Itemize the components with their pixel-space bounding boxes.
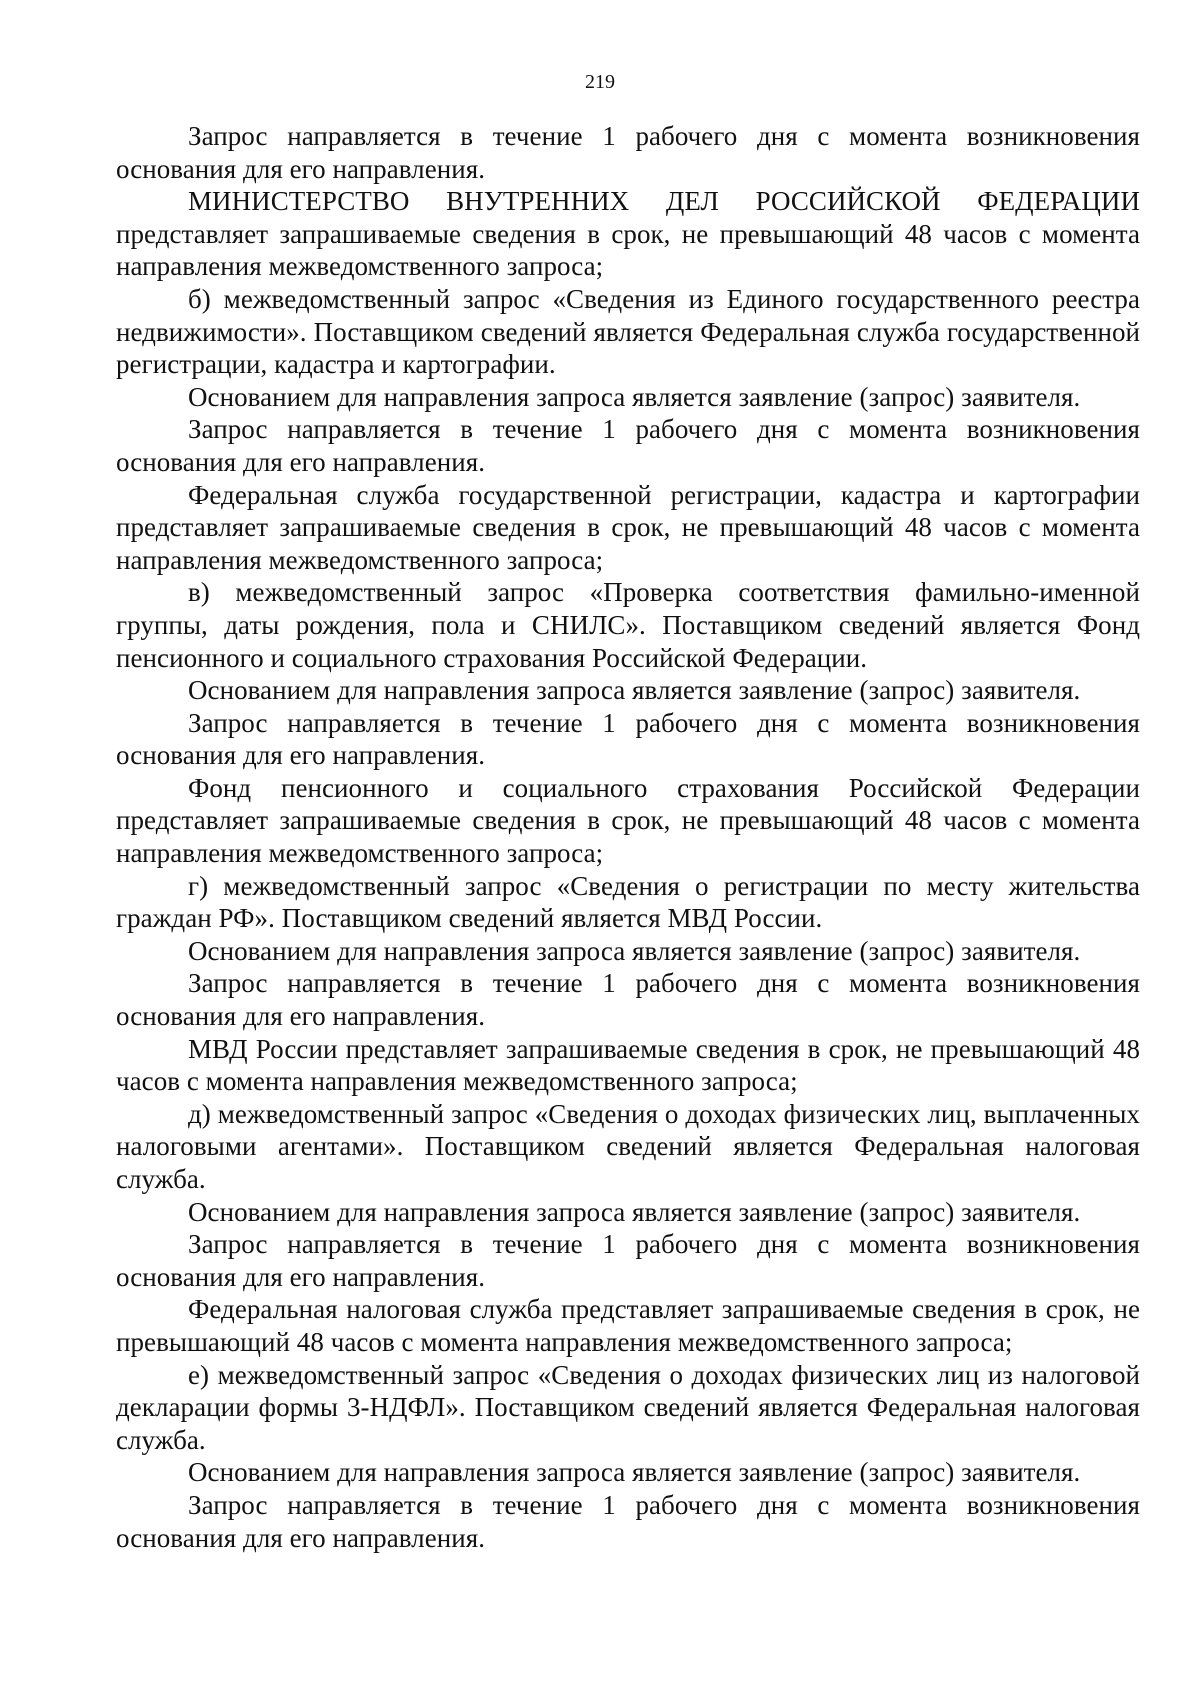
document-body [116, 120, 1140, 1554]
paragraph: Фонд пенсионного и социального страхования Российской Федерации представляет запрашиваемые сведения в срок, не превышающий 48 часов с момента направления межведомственного запроса; [116, 772, 1140, 869]
paragraph: Запрос направляется в течение 1 рабочего дня с момента возникновения основания для его направления. [116, 707, 1140, 771]
paragraph: Федеральная налоговая служба представляет запрашиваемые сведения в срок, не превышающий 48 часов с момента направления межведомственного запроса; [116, 1294, 1140, 1357]
paragraph: е) межведомственный запрос «Сведения о доходах физических лиц из налоговой декларации формы 3-НДФЛ». Поставщиком сведений является Федеральная налоговая служба. [116, 1359, 1140, 1455]
paragraph: МВД России представляет запрашиваемые сведения в срок, не превышающий 48 часов с момента направления межведомственного запроса; [116, 1033, 1140, 1097]
paragraph: б) межведомственный запрос «Сведения из Единого государственного реестра недвижимости». Поставщиком сведений является Федеральная служба государственной регистрации, кадастра и картографии. [116, 283, 1140, 380]
paragraph: Основанием для направления запроса является заявление (запрос) заявителя. [188, 935, 1081, 966]
paragraph: в) межведомственный запрос «Проверка соответствия фамильно-именной группы, даты рождения, пола и СНИЛС». Поставщиком сведений является Фонд пенсионного и социального страхования Российской Федерации. [116, 577, 1140, 673]
paragraph: Основанием для направления запроса является заявление (запрос) заявителя. [188, 675, 1081, 706]
paragraph: Основанием для направления запроса является заявление (запрос) заявителя. [188, 1196, 1081, 1227]
paragraph: Запрос направляется в течение 1 рабочего дня с момента возникновения основания для его направления. [116, 121, 1140, 184]
paragraph: МИНИСТЕРСТВО ВНУТРЕННИХ ДЕЛ РОССИЙСКОЙ ФЕДЕРАЦИИ представляет запрашиваемые сведения в срок, не превышающий 48 часов с момента направления межведомственного запроса; [116, 186, 1140, 282]
page-number: 219 [585, 71, 615, 93]
paragraph: Запрос направляется в течение 1 рабочего дня с момента возникновения основания для его направления. [116, 414, 1140, 477]
paragraph: г) межведомственный запрос «Сведения о регистрации по месту жительства граждан РФ». Поставщиком сведений является МВД России. [116, 870, 1140, 934]
paragraph: Запрос направляется в течение 1 рабочего дня с момента возникновения основания для его направления. [116, 1489, 1140, 1553]
paragraph: д) межведомственный запрос «Сведения о доходах физических лиц, выплаченных налоговыми агентами». Поставщиком сведений является Федеральная налоговая служба. [116, 1098, 1140, 1194]
paragraph: Основанием для направления запроса является заявление (запрос) заявителя. [188, 1457, 1081, 1488]
paragraph: Запрос направляется в течение 1 рабочего дня с момента возникновения основания для его направления. [116, 968, 1140, 1032]
paragraph: Федеральная служба государственной регистрации, кадастра и картографии представляет запрашиваемые сведения в срок, не превышающий 48 часов с момента направления межведомственного запроса; [116, 479, 1140, 575]
paragraph: Запрос направляется в течение 1 рабочего дня с момента возникновения основания для его направления. [116, 1229, 1140, 1292]
paragraph: Основанием для направления запроса является заявление (запрос) заявителя. [188, 381, 1081, 412]
